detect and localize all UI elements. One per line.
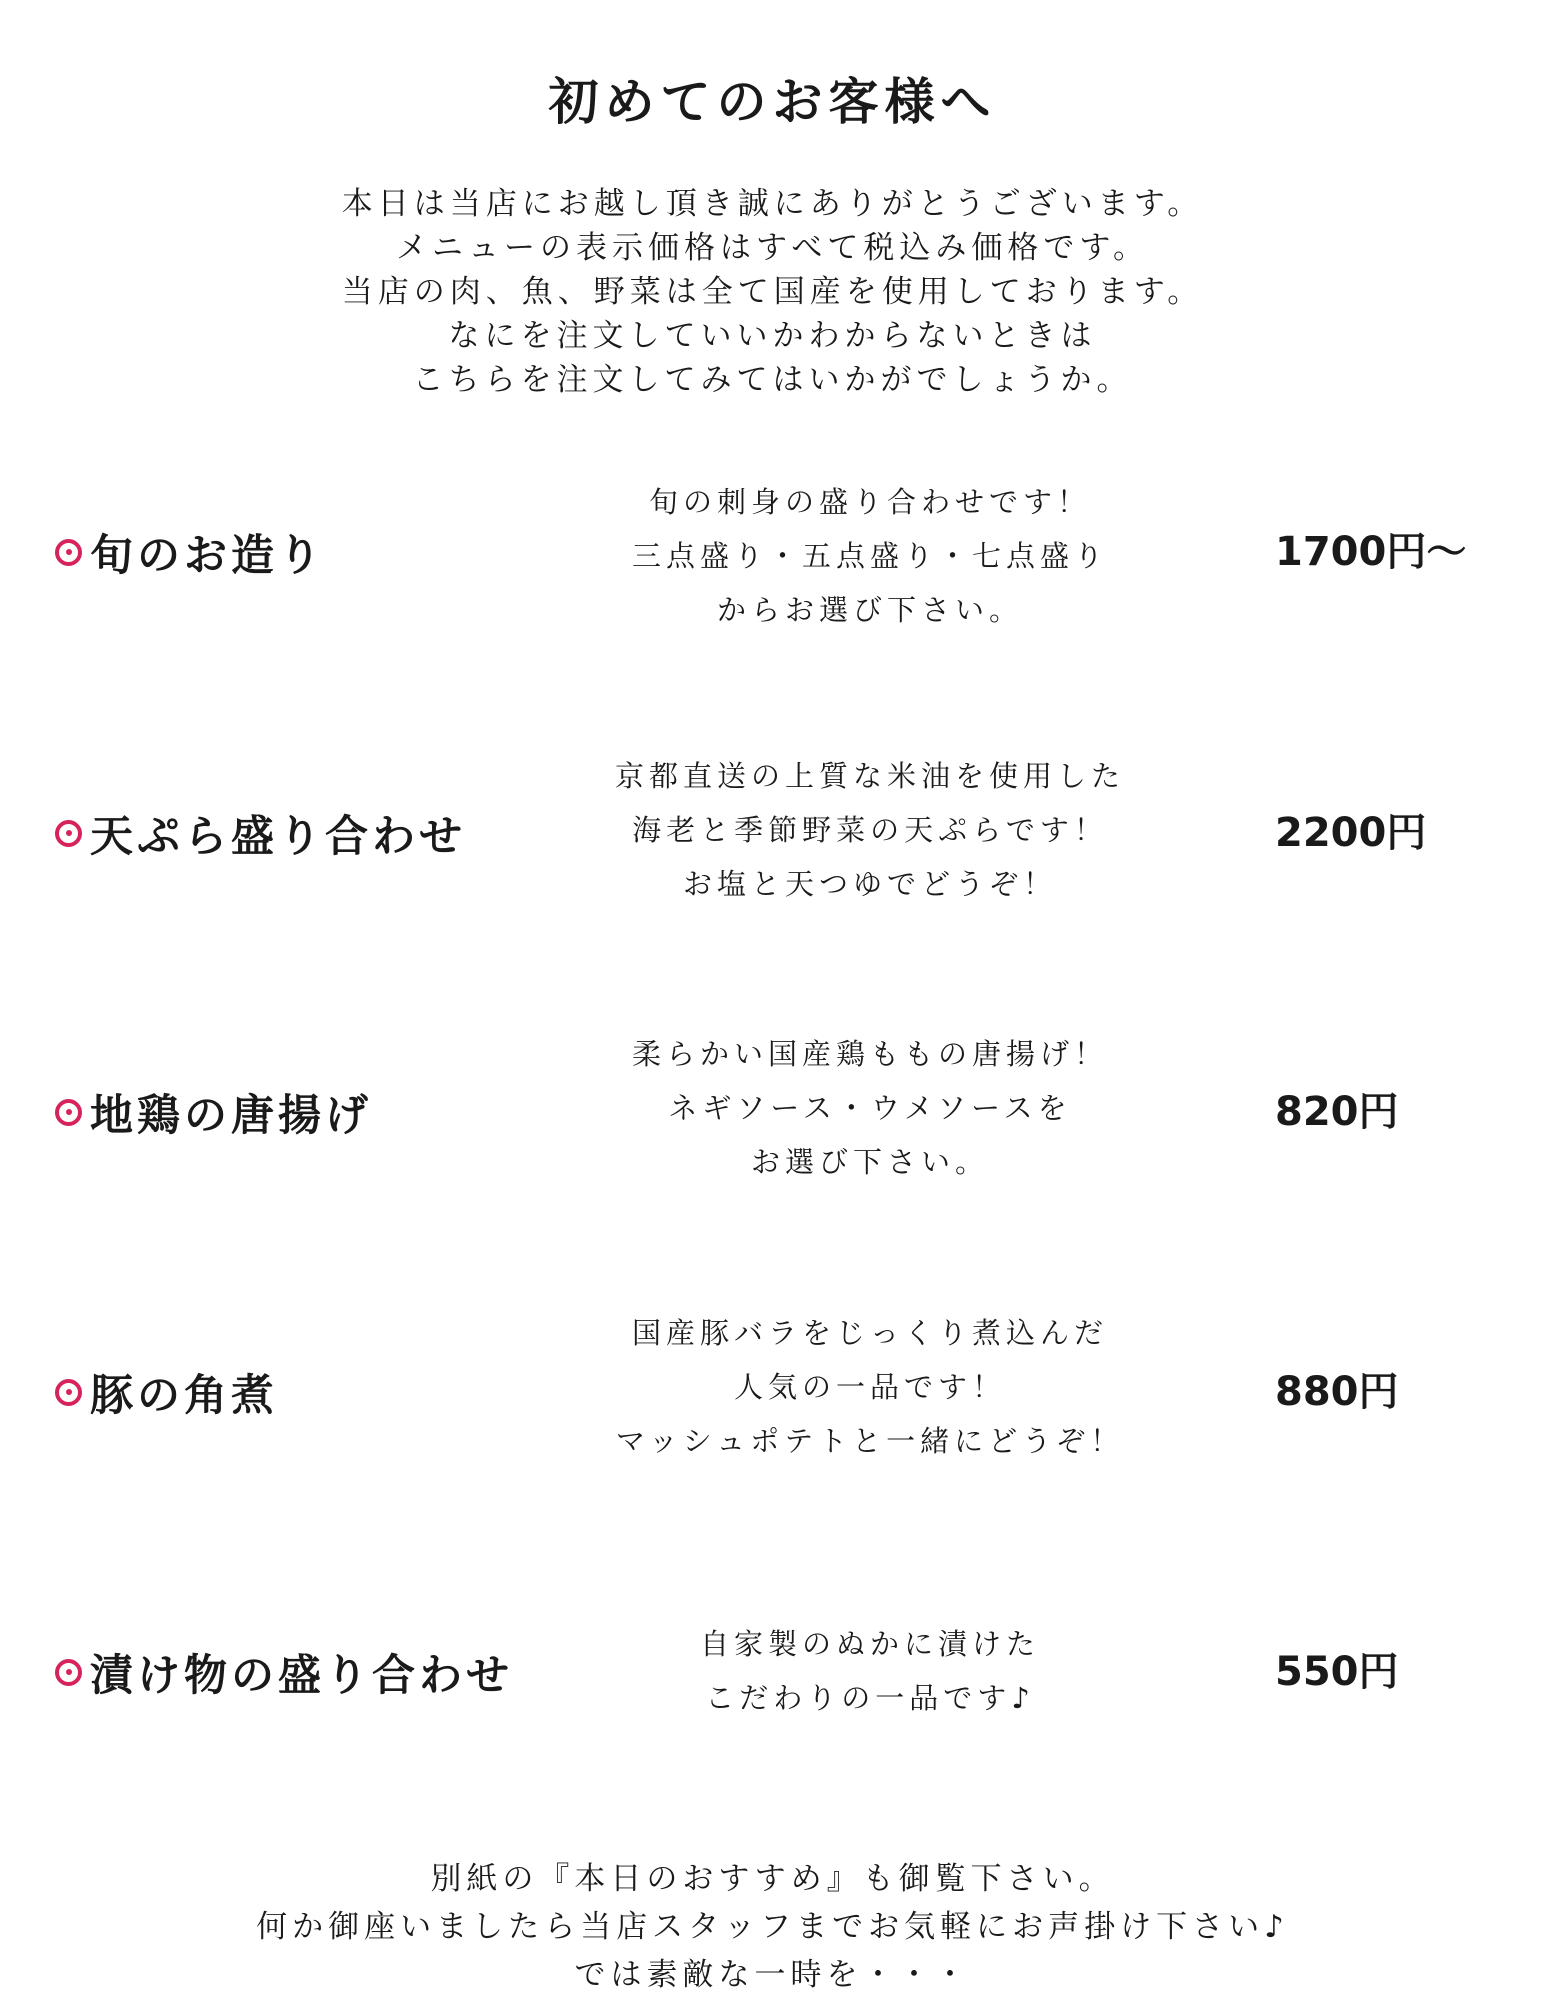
menu-item-description: [520, 1027, 1220, 1189]
intro-line: 当店の肉、魚、野菜は全て国産を使用しております。: [341, 274, 1204, 310]
intro-line: なにを注文していいかわからないときは: [448, 318, 1097, 354]
description-line: からお選び下さい。: [716, 593, 1023, 627]
circle-bullet-icon: [55, 1099, 82, 1126]
menu-item-price: 2200円: [1275, 810, 1427, 856]
description-line: 国産豚バラをじっくり煮込んだ: [631, 1316, 1108, 1350]
description-line: 海老と季節野菜の天ぷらです！: [632, 813, 1108, 847]
description-line: 自家製のぬかに漬けた: [699, 1627, 1040, 1661]
circle-bullet-icon: [55, 820, 82, 847]
description-line: お選び下さい。: [750, 1145, 989, 1179]
menu-item-name: [55, 1362, 278, 1422]
menu-item-name: [55, 522, 325, 582]
menu-item-name-text: 漬け物の盛り合わせ: [90, 1650, 513, 1701]
description-line: 京都直送の上質な米油を使用した: [614, 759, 1125, 793]
description-line: ネギソース・ウメソースを: [668, 1091, 1072, 1125]
intro-line: 本日は当店にお越し頂き誠にありがとうございます。: [341, 186, 1204, 222]
footer-line: 何か御座いましたら当店スタッフまでお気軽にお声掛け下さい♪: [256, 1909, 1289, 1945]
footer-line: では素敵な一時を・・・: [574, 1957, 971, 1993]
circle-bullet-icon: [55, 1659, 82, 1686]
page-title: 初めてのお客様へ: [548, 72, 997, 131]
menu-item-name-text: 豚の角煮: [90, 1370, 278, 1421]
menu-item-name: [55, 803, 466, 863]
intro-text: [0, 182, 1545, 402]
menu-item-name: [55, 1642, 513, 1702]
menu-item-name-text: 地鶏の唐揚げ: [90, 1090, 372, 1141]
menu-item-price: 550円: [1275, 1649, 1399, 1695]
description-line: マッシュポテトと一緒にどうぞ！: [615, 1424, 1125, 1458]
description-line: 三点盛り・五点盛り・七点盛り: [631, 539, 1108, 573]
footer-text: [0, 1855, 1545, 1999]
footer-line: 別紙の『本日のおすすめ』も御覧下さい。: [430, 1861, 1115, 1897]
menu-item-description: [520, 749, 1220, 911]
circle-bullet-icon: [55, 1379, 82, 1406]
menu-item-name: [55, 1082, 372, 1142]
menu-item-price: 820円: [1275, 1089, 1399, 1135]
description-line: 柔らかい国産鶏ももの唐揚げ！: [631, 1037, 1108, 1071]
menu-item-price: 880円: [1275, 1369, 1399, 1415]
menu-item-description: [520, 1617, 1220, 1725]
menu-item-price: 1700円～: [1275, 529, 1467, 575]
menu-item-description: [520, 475, 1220, 637]
menu-item-description: [520, 1306, 1220, 1468]
intro-line: メニューの表示価格はすべて税込み価格です。: [396, 230, 1149, 266]
circle-bullet-icon: [55, 539, 82, 566]
description-line: 旬の刺身の盛り合わせです！: [648, 485, 1091, 519]
description-line: こだわりの一品です♪: [705, 1681, 1035, 1715]
description-line: お塩と天つゆでどうぞ！: [682, 867, 1057, 901]
menu-item-name-text: 天ぷら盛り合わせ: [90, 811, 466, 862]
description-line: 人気の一品です！: [733, 1370, 1006, 1404]
intro-line: こちらを注文してみてはいかがでしょうか。: [412, 362, 1133, 398]
menu-item-name-text: 旬のお造り: [90, 530, 325, 581]
